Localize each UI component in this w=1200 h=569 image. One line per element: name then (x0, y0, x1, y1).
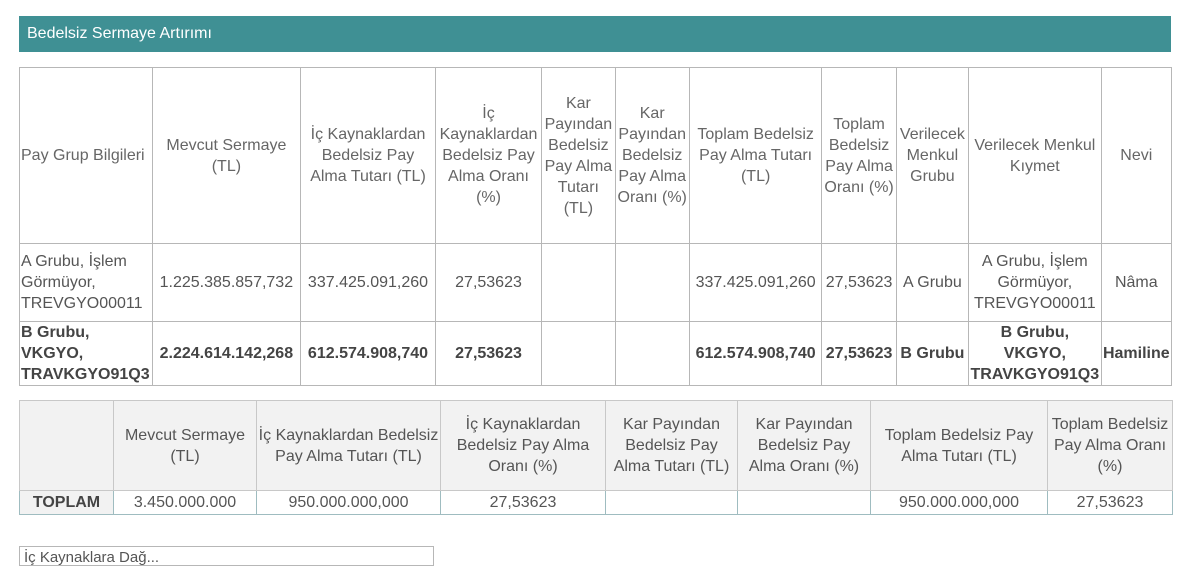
table-header-row (20, 68, 1172, 244)
table-cell (542, 244, 615, 322)
table-cell: 950.000.000,000 (257, 491, 441, 515)
column-header: Verilecek Menkul Kıymet (969, 68, 1102, 244)
column-header: Kar Payından Bedelsiz Pay Alma Tutarı (TL) (606, 401, 738, 491)
table-row (20, 322, 1172, 386)
column-header: Toplam Bedelsiz Pay Alma Oranı (%) (822, 68, 896, 244)
column-header: Mevcut Sermaye (TL) (152, 68, 301, 244)
table-cell: A Grubu, İşlem Görmüyor, TREVGYO00011 (20, 244, 153, 322)
column-header: İç Kaynaklardan Bedelsiz Pay Alma Oranı (%) (435, 68, 541, 244)
table-cell: 27,53623 (1048, 491, 1173, 515)
section-title: Bedelsiz Sermaye Artırımı (19, 16, 1171, 52)
table-cell (606, 491, 738, 515)
table-cell: 27,53623 (435, 322, 541, 386)
column-header: Nevi (1101, 68, 1171, 244)
table-cell: B Grubu (896, 322, 968, 386)
table-cell: B Grubu, VKGYO, TRAVKGYO91Q3 (969, 322, 1102, 386)
table-cell: 612.574.908,740 (301, 322, 436, 386)
table-cell: A Grubu (896, 244, 968, 322)
table-cell: 27,53623 (441, 491, 606, 515)
column-header: Kar Payından Bedelsiz Pay Alma Tutarı (TL) (542, 68, 615, 244)
table-cell (615, 322, 689, 386)
partial-section-label: İç Kaynaklara Dağ... (19, 546, 434, 566)
table-cell (615, 244, 689, 322)
table-cell: 2.224.614.142,268 (152, 322, 301, 386)
table-cell: Nâma (1101, 244, 1171, 322)
share-group-table (19, 67, 1172, 386)
column-header: İç Kaynaklardan Bedelsiz Pay Alma Tutarı (TL) (301, 68, 436, 244)
column-header: İç Kaynaklardan Bedelsiz Pay Alma Oranı (%) (441, 401, 606, 491)
table-header-row (20, 401, 1173, 491)
column-header: Kar Payından Bedelsiz Pay Alma Oranı (%) (738, 401, 871, 491)
table-cell: 27,53623 (435, 244, 541, 322)
table-cell (542, 322, 615, 386)
table-cell: Hamiline (1101, 322, 1171, 386)
column-header: Mevcut Sermaye (TL) (114, 401, 257, 491)
table-cell: 27,53623 (822, 322, 896, 386)
table-cell: 3.450.000.000 (114, 491, 257, 515)
table-cell: 950.000.000,000 (871, 491, 1048, 515)
table-row (20, 244, 1172, 322)
table-cell: 612.574.908,740 (689, 322, 822, 386)
table-cell: A Grubu, İşlem Görmüyor, TREVGYO00011 (969, 244, 1102, 322)
table-cell: 337.425.091,260 (689, 244, 822, 322)
total-label: TOPLAM (20, 491, 114, 515)
column-header: Toplam Bedelsiz Pay Alma Tutarı (TL) (689, 68, 822, 244)
column-header: Kar Payından Bedelsiz Pay Alma Oranı (%) (615, 68, 689, 244)
column-header: Pay Grup Bilgileri (20, 68, 153, 244)
table-cell (738, 491, 871, 515)
column-header: İç Kaynaklardan Bedelsiz Pay Alma Tutarı (TL) (257, 401, 441, 491)
table-cell: 27,53623 (822, 244, 896, 322)
column-header: Toplam Bedelsiz Pay Alma Tutarı (TL) (871, 401, 1048, 491)
column-header: Toplam Bedelsiz Pay Alma Oranı (%) (1048, 401, 1173, 491)
table-row (20, 491, 1173, 515)
column-header (20, 401, 114, 491)
column-header: Verilecek Menkul Grubu (896, 68, 968, 244)
table-cell: 337.425.091,260 (301, 244, 436, 322)
total-table (19, 400, 1173, 515)
table-cell: 1.225.385.857,732 (152, 244, 301, 322)
table-cell: B Grubu, VKGYO, TRAVKGYO91Q3 (20, 322, 153, 386)
